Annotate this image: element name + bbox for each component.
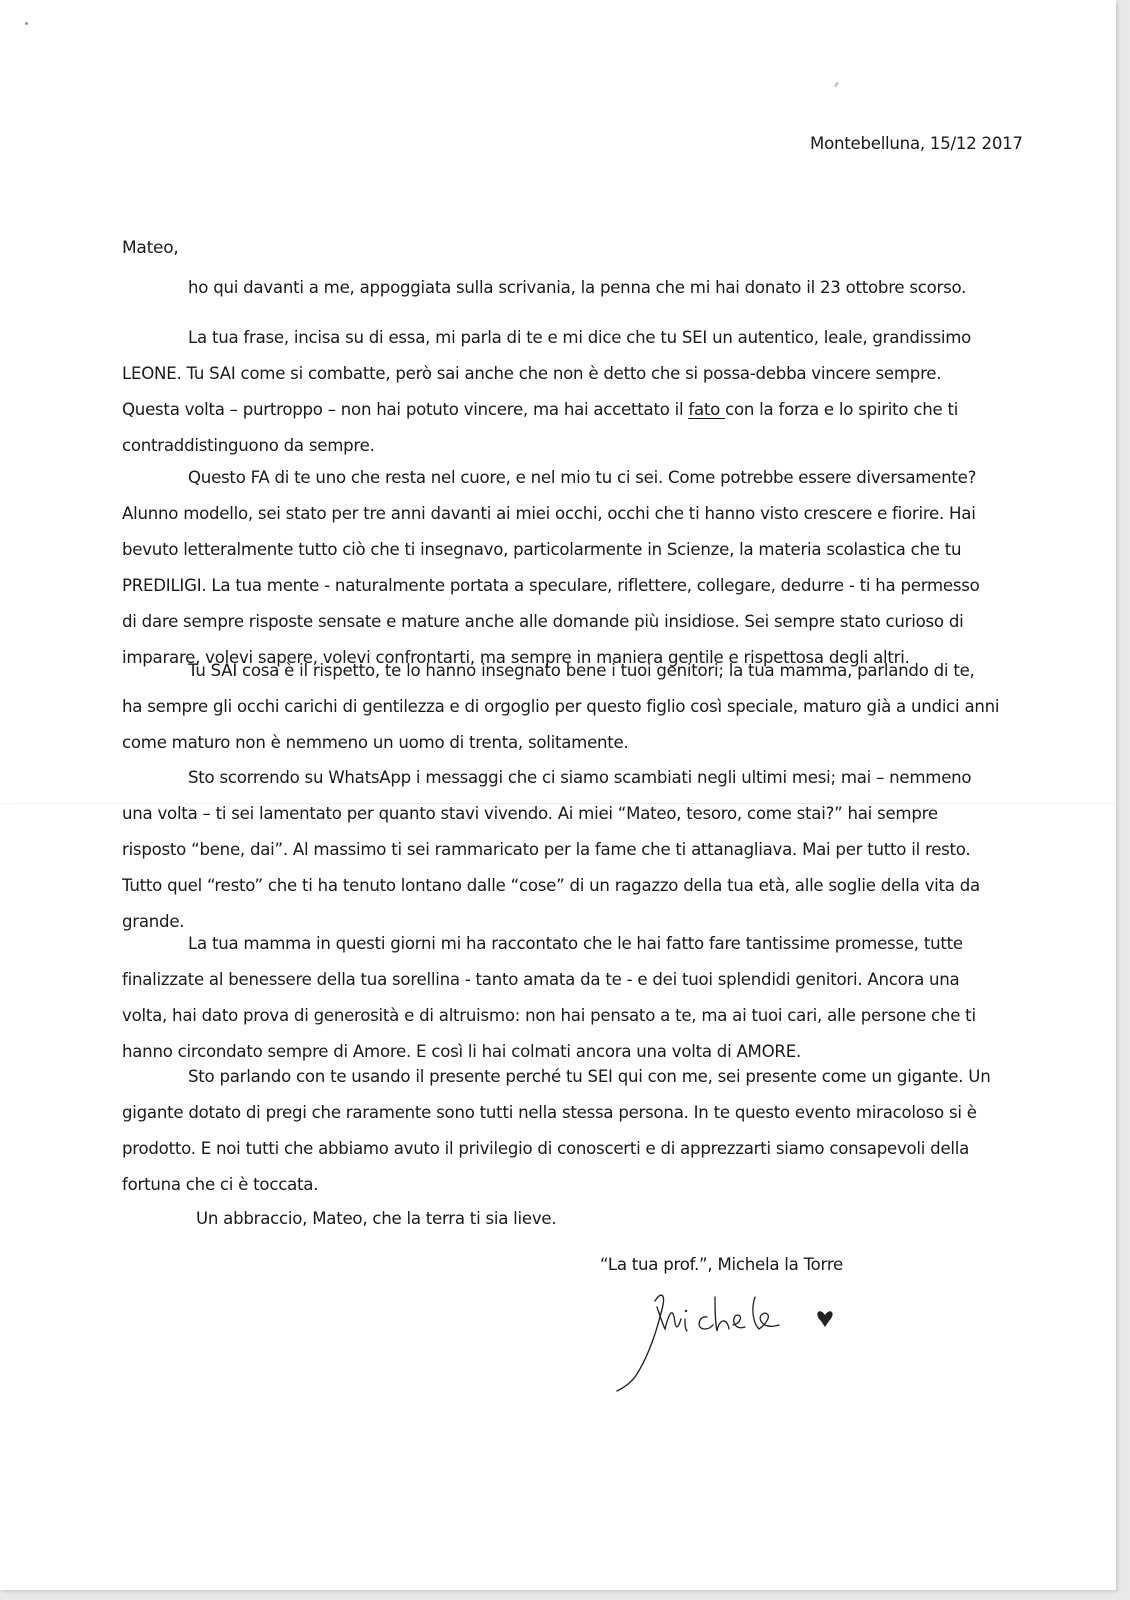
paragraph: [122, 760, 980, 940]
paragraph: [122, 1059, 990, 1203]
handwritten-signature: [615, 1285, 855, 1395]
paragraph-line: Questo FA di te uno che resta nel cuore, e nel mio tu ci sei. Come potrebbe essere diversamente?: [188, 468, 977, 487]
paragraph-line: hanno circondato sempre di Amore. E così li hai colmati ancora una volta di AMORE.: [122, 1042, 801, 1061]
paragraph: [122, 653, 999, 761]
paragraph-line: Tutto quel “resto” che ti ha tenuto lontano dalle “cose” di un ragazzo della tua età, alle soglie della vita da: [122, 876, 980, 895]
scan-speck: [25, 22, 28, 25]
paragraph-line: Sto scorrendo su WhatsApp i messaggi che ci siamo scambiati negli ultimi mesi; mai – nemmeno: [188, 768, 972, 787]
paragraph-line: Alunno modello, sei stato per tre anni davanti ai miei occhi, occhi che ti hanno visto crescere e fiorire. Hai: [122, 504, 976, 523]
paragraph-line: fortuna che ci è toccata.: [122, 1175, 319, 1194]
paragraph-line: gigante dotato di pregi che raramente sono tutti nella stessa persona. In te questo evento miracoloso si è: [122, 1103, 977, 1122]
signoff-line: “La tua prof.”, Michela la Torre: [600, 1255, 843, 1274]
paragraph-line: grande.: [122, 912, 185, 931]
scan-speck: [834, 82, 839, 88]
paragraph-line: una volta – ti sei lamentato per quanto stavi vivendo. Ai miei “Mateo, tesoro, come stai?” hai sempre: [122, 804, 938, 823]
paragraph: [122, 460, 980, 676]
paragraph-line: contraddistinguono da sempre.: [122, 436, 375, 455]
paragraph-line: LEONE. Tu SAI come si combatte, però sai anche che non è detto che si possa-debba vincere sempre.: [122, 364, 942, 383]
salutation: Mateo,: [122, 238, 179, 258]
paragraph: [122, 926, 976, 1070]
underlined-word: fato: [688, 400, 726, 419]
paragraph-line: Tu SAI cosa è il rispetto, te lo hanno insegnato bene i tuoi genitori; la tua mamma, parlando di te,: [188, 661, 975, 680]
paragraph-line: La tua mamma in questi giorni mi ha raccontato che le hai fatto fare tantissime promesse, tutte: [188, 934, 963, 953]
paragraph-line: PREDILIGI. La tua mente - naturalmente portata a speculare, riflettere, collegare, dedurre - ti ha permesso: [122, 576, 980, 595]
paragraph-line: volta, hai dato prova di generosità e di altruismo: non hai pensato a te, ma ai tuoi cari, alle persone che ti: [122, 1006, 976, 1025]
date-line: Montebelluna, 15/12 2017: [810, 134, 1023, 153]
paragraph-line: imparare, volevi sapere, volevi confrontarti, ma sempre in maniera gentile e rispettosa degli altri.: [122, 648, 910, 667]
line-segment: Questa volta – purtroppo – non hai potuto vincere, ma hai accettato il: [122, 400, 689, 419]
closing-line: Un abbraccio, Mateo, che la terra ti sia lieve.: [196, 1209, 557, 1228]
paragraph: [122, 270, 966, 306]
paragraph-line: bevuto letteralmente tutto ciò che ti insegnavo, particolarmente in Scienze, la materia scolastica che tu: [122, 540, 962, 559]
paragraph-line: di dare sempre risposte sensate e mature anche alle domande più insidiose. Sei sempre stato curioso di: [122, 612, 964, 631]
paragraph-line: La tua frase, incisa su di essa, mi parla di te e mi dice che tu SEI un autentico, leale, grandissimo: [188, 328, 972, 347]
paragraph-line: ha sempre gli occhi carichi di gentilezza e di orgoglio per questo figlio così speciale, maturo già a undici anni: [122, 697, 1000, 716]
line-segment: con la forza e lo spirito che ti: [725, 400, 959, 419]
paragraph-line: come maturo non è nemmeno un uomo di trenta, solitamente.: [122, 733, 629, 752]
paragraph-line: prodotto. E noi tutti che abbiamo avuto il privilegio di conoscerti e di apprezzarti siamo consapevoli della: [122, 1139, 970, 1158]
paragraph-line: Sto parlando con te usando il presente perché tu SEI qui con me, sei presente come un gigante. Un: [188, 1067, 991, 1086]
paragraph: [122, 320, 971, 464]
paragraph-line: [122, 392, 971, 428]
paragraph-line: ho qui davanti a me, appoggiata sulla scrivania, la penna che mi hai donato il 23 ottobre scorso.: [188, 278, 967, 297]
paragraph-line: finalizzate al benessere della tua sorellina - tanto amata da te - e dei tuoi splendidi genitori. Ancora una: [122, 970, 960, 989]
paragraph-line: risposto “bene, dai”. Al massimo ti sei rammaricato per la fame che ti attanagliava. Mai per tutto il resto.: [122, 840, 971, 859]
